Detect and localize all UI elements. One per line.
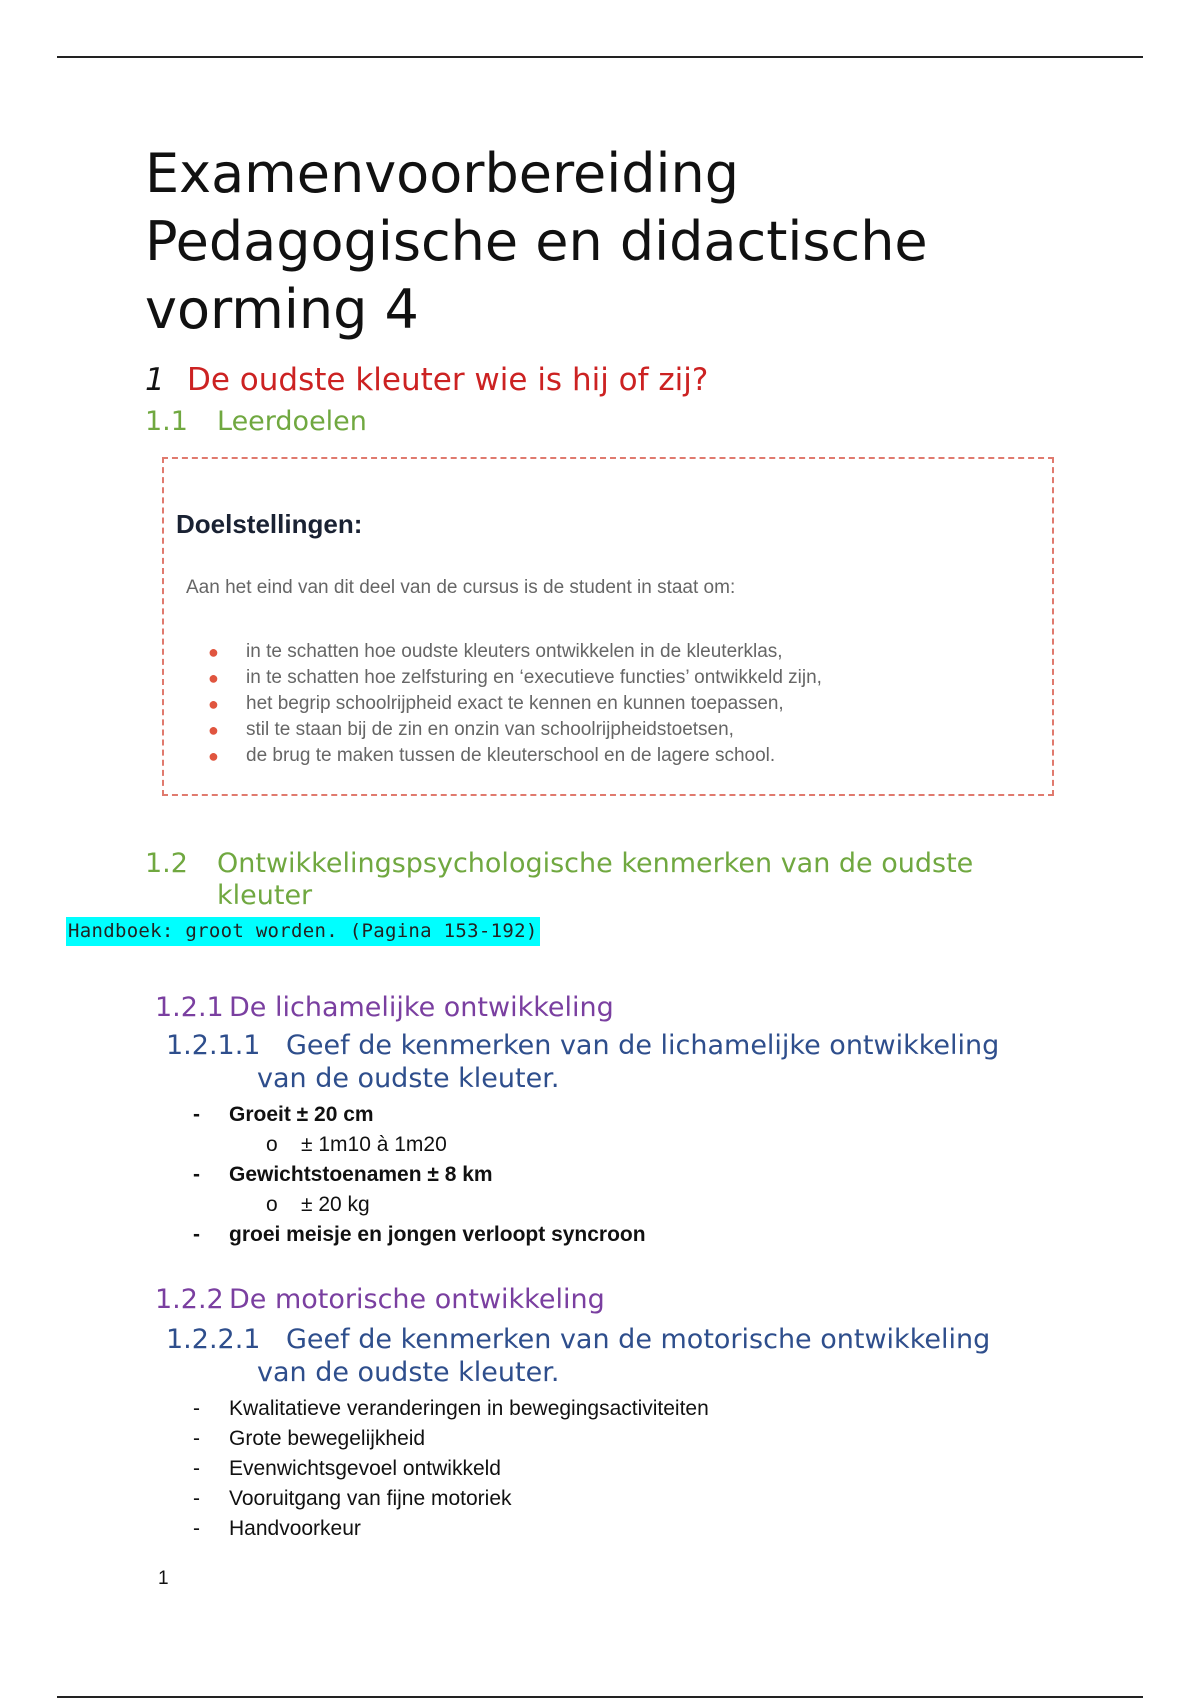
physical-development-list (193, 1100, 646, 1250)
top-rule (57, 56, 1143, 58)
circle-marker: o (266, 1193, 278, 1216)
list-item (193, 1220, 646, 1250)
heading-1-2-1-1-text-line2: van de oudste kleuter. (257, 1063, 560, 1094)
bullet-icon: ● (208, 746, 219, 766)
heading-1-2 (145, 848, 973, 912)
objective-text: het begrip schoolrijpheid exact te kennen en kunnen toepassen, (246, 693, 784, 714)
heading-1-2-2-1 (166, 1323, 990, 1389)
objective-item (186, 743, 822, 769)
list-item-text: Grote bewegelijkheid (229, 1427, 426, 1450)
title-line-2: Pedagogische en didactische (145, 210, 928, 273)
handbook-reference: Handboek: groot worden. (Pagina 153-192) (66, 917, 540, 946)
objective-text: stil te staan bij de zin en onzin van schoolrijpheidstoetsen, (246, 719, 734, 740)
objective-item (186, 639, 822, 665)
heading-1-2-1-text: De lichamelijke ontwikkeling (229, 992, 614, 1023)
objective-text: in te schatten hoe zelfsturing en ‘executieve functies’ ontwikkeld zijn, (246, 667, 822, 688)
dash-marker: - (193, 1427, 200, 1450)
heading-1-2-2-1-text-line1: Geef de kenmerken van de motorische ontwikkeling (286, 1324, 991, 1355)
objective-text: de brug te maken tussen de kleuterschool en de lagere school. (246, 745, 776, 766)
heading-1-2-number: 1.2 (145, 848, 188, 879)
heading-1-2-1-1 (166, 1029, 999, 1095)
bullet-icon: ● (208, 642, 219, 662)
list-item (193, 1454, 709, 1484)
objectives-intro: Aan het eind van dit deel van de cursus is de student in staat om: (186, 577, 736, 598)
sub-list-item (193, 1130, 646, 1160)
list-item-text: Vooruitgang van fijne motoriek (229, 1487, 512, 1510)
document-title (145, 140, 1105, 344)
heading-1-1-number: 1.1 (145, 406, 188, 437)
heading-1-2-2-text: De motorische ontwikkeling (229, 1284, 605, 1315)
list-item (193, 1484, 709, 1514)
list-item (193, 1394, 709, 1424)
objectives-list (186, 639, 822, 769)
heading-1-2-1-1-number: 1.2.1.1 (166, 1030, 261, 1061)
heading-1-2-1-number: 1.2.1 (155, 992, 224, 1023)
dash-marker: - (193, 1397, 200, 1420)
heading-1 (145, 362, 708, 398)
list-item-text: ± 1m10 à 1m20 (301, 1133, 447, 1156)
objective-text: in te schatten hoe oudste kleuters ontwikkelen in de kleuterklas, (246, 641, 783, 662)
heading-1-2-text-line1: Ontwikkelingspsychologische kenmerken van de oudste (217, 848, 974, 879)
bullet-icon: ● (208, 720, 219, 740)
title-line-1: Examenvoorbereiding (145, 142, 739, 205)
list-item (193, 1160, 646, 1190)
objectives-title: Doelstellingen: (176, 509, 363, 539)
sub-list-item (193, 1190, 646, 1220)
heading-1-2-2-number: 1.2.2 (155, 1284, 224, 1315)
list-item-text: Gewichtstoenamen ± 8 km (229, 1163, 493, 1186)
dash-marker: - (193, 1103, 200, 1126)
title-line-3: vorming 4 (145, 278, 419, 341)
heading-1-text: De oudste kleuter wie is hij of zij? (187, 362, 709, 398)
objective-item (186, 717, 822, 743)
heading-1-2-2-1-text-line2: van de oudste kleuter. (257, 1357, 560, 1388)
dash-marker: - (193, 1223, 200, 1246)
objective-item (186, 665, 822, 691)
dash-marker: - (193, 1163, 200, 1186)
page-number: 1 (158, 1568, 169, 1589)
list-item-text: Kwalitatieve veranderingen in bewegingsactiviteiten (229, 1397, 709, 1420)
heading-1-2-2-1-number: 1.2.2.1 (166, 1324, 261, 1355)
objectives-box (162, 457, 1054, 796)
list-item-text: groei meisje en jongen verloopt syncroon (229, 1223, 646, 1246)
heading-1-2-2 (155, 1284, 605, 1315)
heading-1-2-1-1-text-line1: Geef de kenmerken van de lichamelijke ontwikkeling (286, 1030, 1000, 1061)
bullet-icon: ● (208, 694, 219, 714)
list-item-text: ± 20 kg (301, 1193, 370, 1216)
circle-marker: o (266, 1133, 278, 1156)
heading-1-2-text-line2: kleuter (217, 880, 313, 911)
heading-1-1-text: Leerdoelen (217, 406, 367, 437)
heading-1-1 (145, 406, 367, 438)
heading-1-number: 1 (145, 362, 165, 398)
list-item (193, 1100, 646, 1130)
list-item-text: Evenwichtsgevoel ontwikkeld (229, 1457, 501, 1480)
bottom-rule (57, 1696, 1143, 1698)
heading-1-2-1 (155, 992, 614, 1023)
list-item (193, 1514, 709, 1544)
dash-marker: - (193, 1517, 200, 1540)
dash-marker: - (193, 1457, 200, 1480)
bullet-icon: ● (208, 668, 219, 688)
list-item (193, 1424, 709, 1454)
list-item-text: Handvoorkeur (229, 1517, 361, 1540)
objective-item (186, 691, 822, 717)
motor-development-list (193, 1394, 709, 1544)
dash-marker: - (193, 1487, 200, 1510)
list-item-text: Groeit ± 20 cm (229, 1103, 374, 1126)
